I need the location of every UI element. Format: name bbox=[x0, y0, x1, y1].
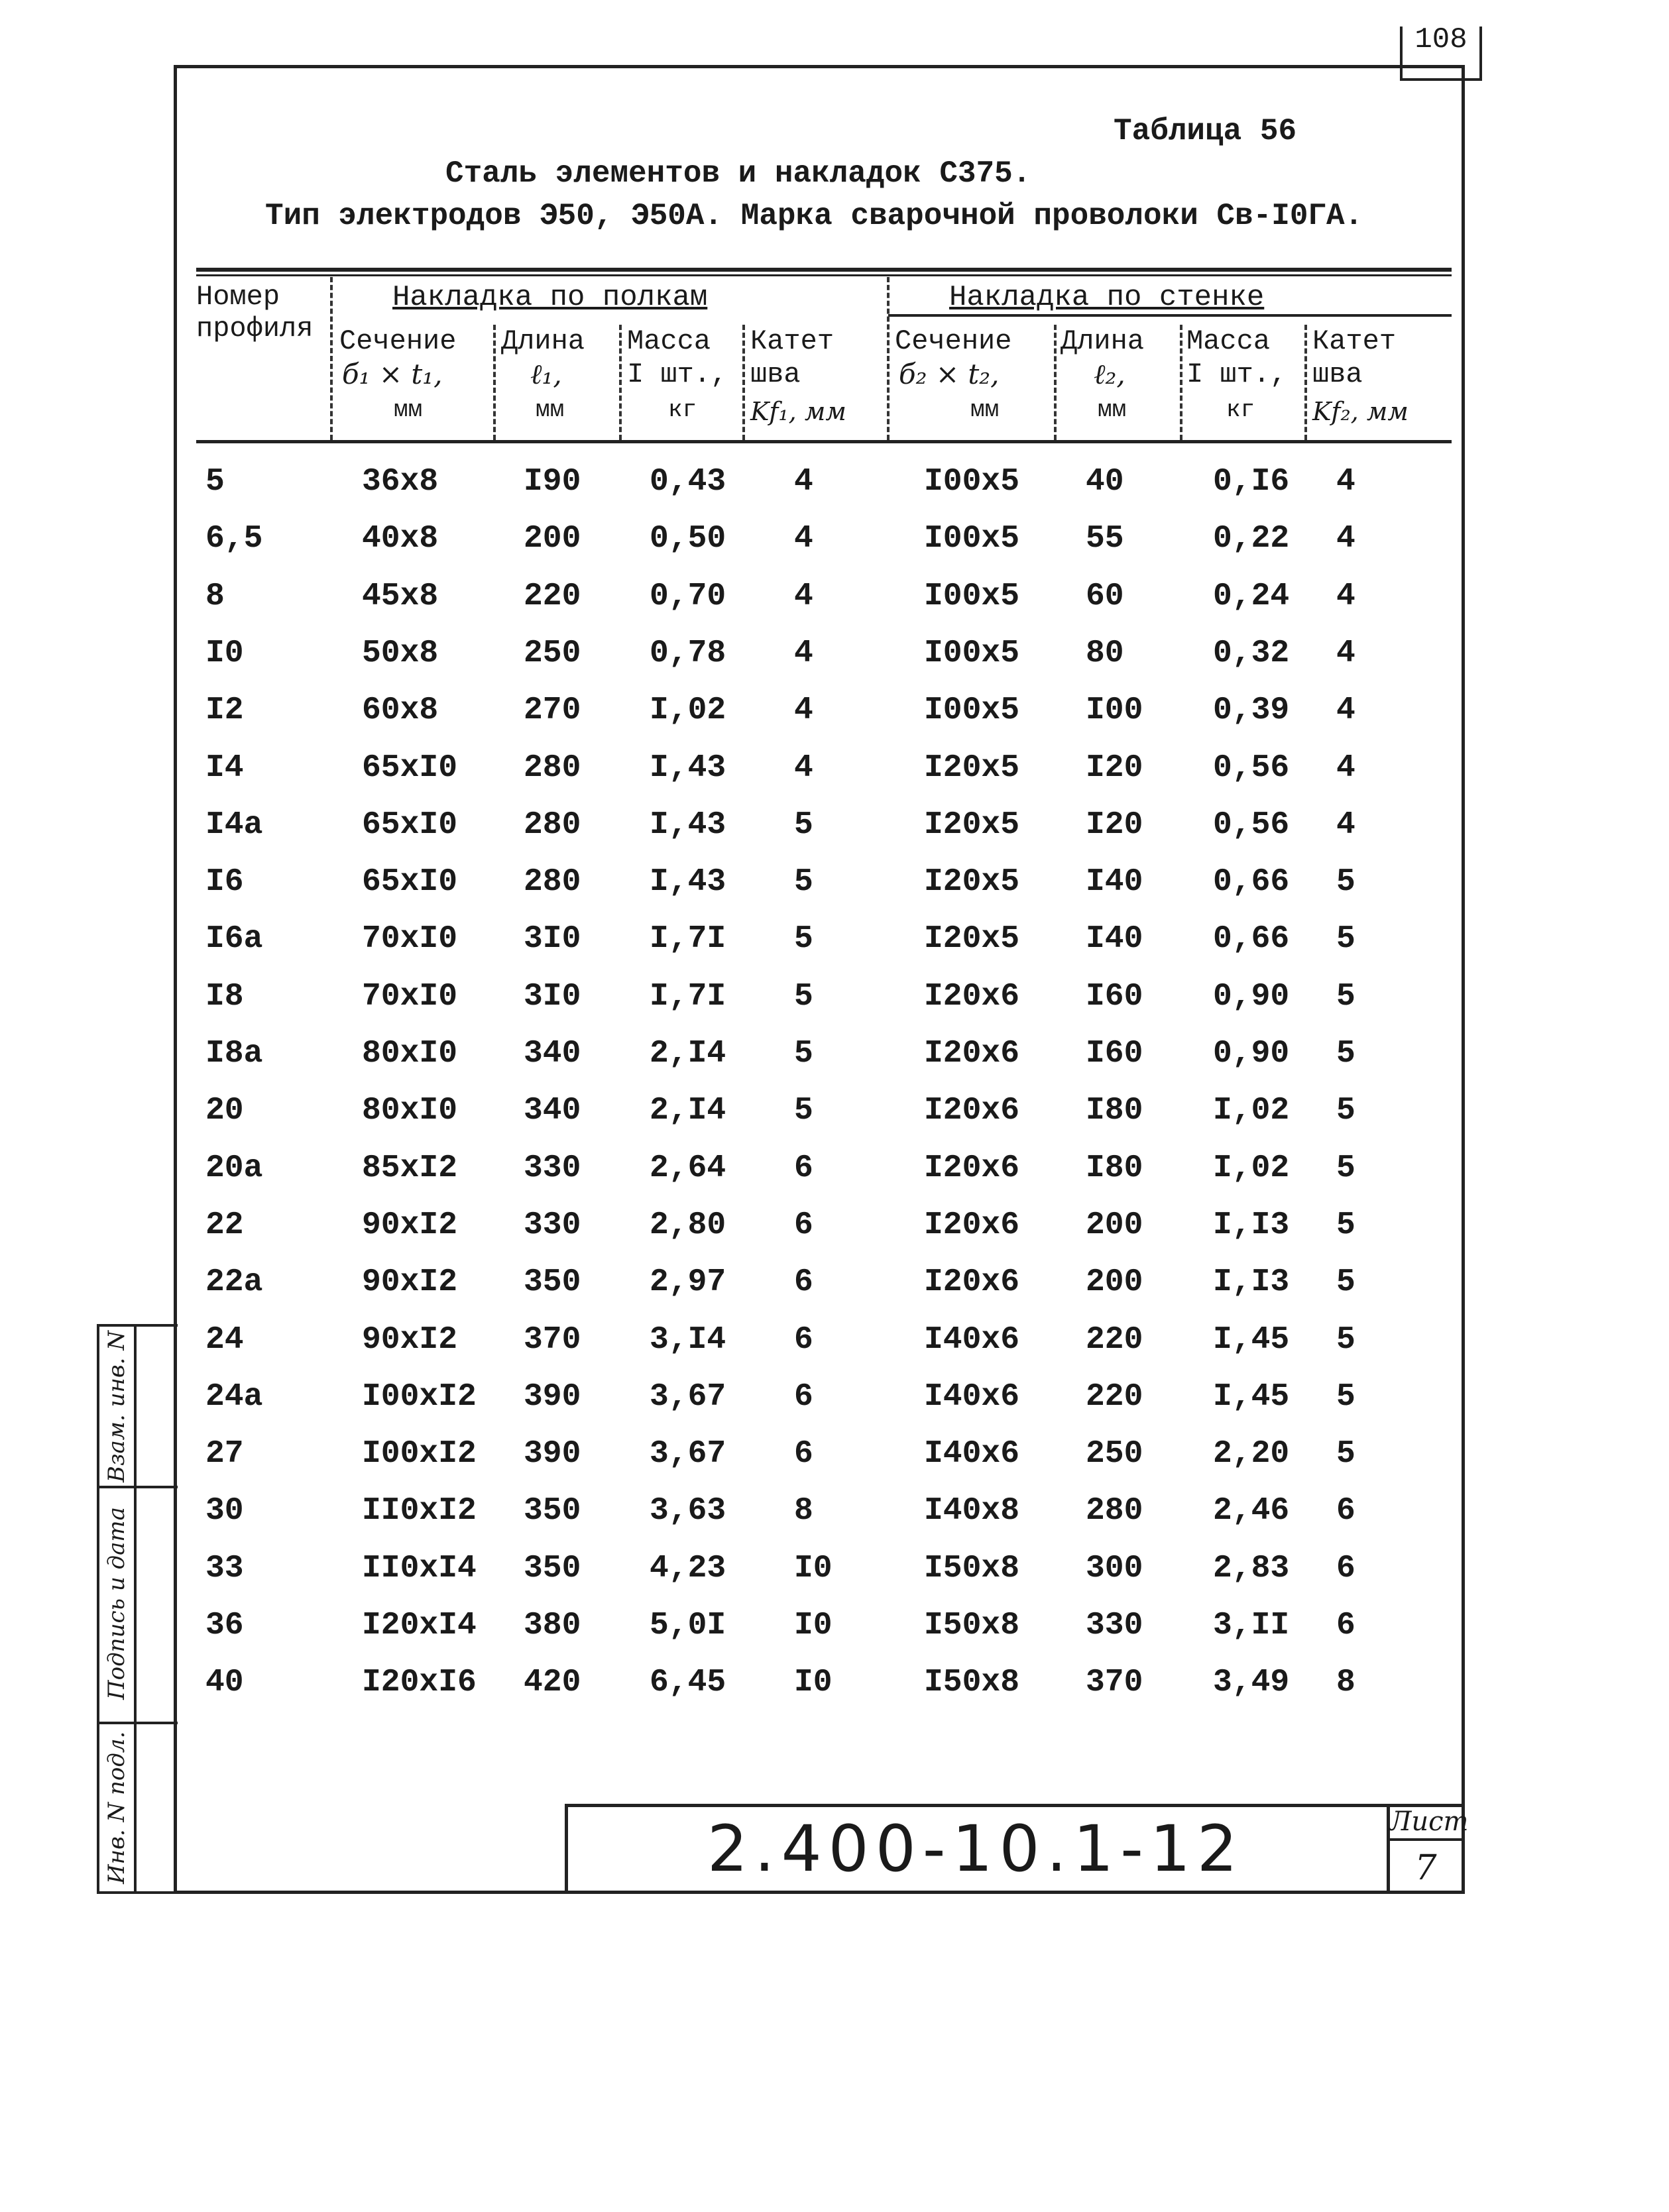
table-cell: 90xI2 bbox=[362, 1322, 458, 1358]
table-cell: 22 bbox=[205, 1207, 244, 1243]
table-cell: 24a bbox=[205, 1379, 263, 1415]
table-cell: 390 bbox=[524, 1436, 581, 1472]
sheet-number: 7 bbox=[1414, 1848, 1437, 1888]
table-cell: 330 bbox=[524, 1207, 581, 1243]
header-divider bbox=[1304, 325, 1307, 440]
table-cell: 5 bbox=[1336, 1264, 1355, 1300]
table-cell: 65xI0 bbox=[362, 807, 458, 843]
table-cell: I,43 bbox=[650, 807, 726, 843]
side-strip-divider bbox=[134, 1327, 137, 1891]
header-divider bbox=[330, 277, 333, 440]
table-cell: I0 bbox=[794, 1608, 833, 1643]
table-cell: 4 bbox=[1336, 464, 1355, 500]
table-cell: 5 bbox=[1336, 1036, 1355, 1072]
table-cell: 3,67 bbox=[650, 1436, 726, 1472]
table-cell: 5 bbox=[1336, 1436, 1355, 1472]
table-cell: I20xI4 bbox=[362, 1608, 477, 1643]
table-cell: 0,32 bbox=[1213, 636, 1290, 671]
table-cell: 0,90 bbox=[1213, 979, 1290, 1015]
table-cell: 5 bbox=[205, 464, 225, 500]
table-cell: 5 bbox=[794, 979, 813, 1015]
table-cell: 200 bbox=[524, 521, 581, 557]
table-cell: 4 bbox=[794, 521, 813, 557]
table-cell: I2 bbox=[205, 692, 244, 728]
table-cell: I00x5 bbox=[924, 521, 1020, 557]
table-cell: 0,24 bbox=[1213, 579, 1290, 614]
table-cell: I,I3 bbox=[1213, 1207, 1290, 1243]
table-cell: 6 bbox=[794, 1322, 813, 1358]
column-header: Катет bbox=[1312, 325, 1397, 357]
table-cell: 65xI0 bbox=[362, 864, 458, 900]
table-cell: 0,50 bbox=[650, 521, 726, 557]
table-cell: 5 bbox=[794, 864, 813, 900]
table-cell: I20x5 bbox=[924, 921, 1020, 957]
table-cell: 4 bbox=[794, 579, 813, 614]
table-cell: 280 bbox=[1086, 1493, 1143, 1529]
table-cell: 3,67 bbox=[650, 1379, 726, 1415]
table-cell: I,43 bbox=[650, 864, 726, 900]
table-cell: 0,43 bbox=[650, 464, 726, 500]
table-cell: 20a bbox=[205, 1150, 263, 1186]
table-cell: 3,49 bbox=[1213, 1665, 1290, 1700]
table-cell: 40x8 bbox=[362, 521, 439, 557]
column-header: Kf₂, мм bbox=[1312, 397, 1409, 426]
table-cell: I50x8 bbox=[924, 1608, 1020, 1643]
table-cell: 0,66 bbox=[1213, 864, 1290, 900]
table-cell: 220 bbox=[524, 579, 581, 614]
table-cell: 40 bbox=[1086, 464, 1124, 500]
table-cell: 4 bbox=[794, 692, 813, 728]
column-header: мм bbox=[536, 396, 565, 423]
table-cell: 6 bbox=[1336, 1608, 1355, 1643]
table-cell: 250 bbox=[1086, 1436, 1143, 1472]
table-cell: I,43 bbox=[650, 750, 726, 786]
table-cell: 5 bbox=[794, 807, 813, 843]
table-cell: I90 bbox=[524, 464, 581, 500]
table-cell: 0,70 bbox=[650, 579, 726, 614]
table-cell: I40x8 bbox=[924, 1493, 1020, 1529]
table-cell: 420 bbox=[524, 1665, 581, 1700]
table-cell: 24 bbox=[205, 1322, 244, 1358]
column-header: Масса bbox=[1186, 325, 1271, 357]
table-cell: 5 bbox=[1336, 1150, 1355, 1186]
header-top-rule bbox=[196, 268, 1452, 272]
table-cell: 60x8 bbox=[362, 692, 439, 728]
table-cell: 280 bbox=[524, 864, 581, 900]
table-cell: I40x6 bbox=[924, 1322, 1020, 1358]
table-cell: 3,63 bbox=[650, 1493, 726, 1529]
table-cell: 4,23 bbox=[650, 1551, 726, 1586]
table-cell: 5 bbox=[794, 1036, 813, 1072]
table-cell: 2,80 bbox=[650, 1207, 726, 1243]
table-cell: 70xI0 bbox=[362, 921, 458, 957]
table-cell: 5 bbox=[1336, 1093, 1355, 1129]
table-cell: 90xI2 bbox=[362, 1207, 458, 1243]
table-cell: I80 bbox=[1086, 1150, 1143, 1186]
table-cell: 250 bbox=[524, 636, 581, 671]
column-header: б₁ × t₁, bbox=[342, 358, 443, 390]
table-cell: 30 bbox=[205, 1493, 244, 1529]
table-cell: 0,39 bbox=[1213, 692, 1290, 728]
page-corner-number: 108 bbox=[1400, 27, 1482, 81]
column-header: мм bbox=[1098, 396, 1127, 423]
table-cell: 0,56 bbox=[1213, 750, 1290, 786]
table-cell: 380 bbox=[524, 1608, 581, 1643]
table-cell: I20x5 bbox=[924, 807, 1020, 843]
table-cell: 5 bbox=[1336, 1207, 1355, 1243]
table-cell: 6 bbox=[794, 1379, 813, 1415]
header-bottom-rule bbox=[196, 440, 1452, 443]
document-code: 2.400-10.1-12 bbox=[707, 1812, 1244, 1886]
column-header: Длина bbox=[501, 325, 585, 357]
table-cell: 300 bbox=[1086, 1551, 1143, 1586]
table-cell: 4 bbox=[1336, 521, 1355, 557]
table-cell: I00x5 bbox=[924, 464, 1020, 500]
table-cell: I,02 bbox=[1213, 1093, 1290, 1129]
table-cell: I,45 bbox=[1213, 1379, 1290, 1415]
table-cell: 45x8 bbox=[362, 579, 439, 614]
side-strip bbox=[97, 1324, 178, 1894]
header-divider bbox=[742, 325, 745, 440]
column-header: ℓ₁, bbox=[530, 358, 562, 390]
table-cell: I20x6 bbox=[924, 1264, 1020, 1300]
table-cell: I20 bbox=[1086, 807, 1143, 843]
table-cell: 340 bbox=[524, 1036, 581, 1072]
table-subtitle: Тип электродов Э50, Э50А. Марка сварочной проволоки Св-I0ГА. bbox=[265, 199, 1363, 233]
column-header: Сечение bbox=[895, 325, 1012, 357]
table-cell: 0,78 bbox=[650, 636, 726, 671]
table-cell: 6 bbox=[1336, 1551, 1355, 1586]
table-cell: 220 bbox=[1086, 1379, 1143, 1415]
table-cell: I60 bbox=[1086, 979, 1143, 1015]
table-cell: I,7I bbox=[650, 979, 726, 1015]
table-number: Таблица 56 bbox=[1114, 114, 1297, 148]
table-cell: 6 bbox=[794, 1207, 813, 1243]
table-cell: 2,46 bbox=[1213, 1493, 1290, 1529]
table-cell: 40 bbox=[205, 1665, 244, 1700]
table-cell: I4 bbox=[205, 750, 244, 786]
table-cell: I4a bbox=[205, 807, 263, 843]
column-header: ℓ₂, bbox=[1094, 358, 1125, 390]
table-cell: 2,97 bbox=[650, 1264, 726, 1300]
column-header: I шт., bbox=[627, 359, 728, 390]
table-cell: I20x6 bbox=[924, 1036, 1020, 1072]
table-cell: 70xI0 bbox=[362, 979, 458, 1015]
table-cell: 5 bbox=[794, 921, 813, 957]
table-cell: 3I0 bbox=[524, 979, 581, 1015]
table-cell: I00xI2 bbox=[362, 1379, 477, 1415]
table-cell: 4 bbox=[1336, 692, 1355, 728]
table-cell: 3I0 bbox=[524, 921, 581, 957]
flange-group-title: Накладка по полкам bbox=[392, 281, 708, 314]
table-cell: I6 bbox=[205, 864, 244, 900]
column-header: шва bbox=[750, 359, 801, 390]
table-cell: 2,I4 bbox=[650, 1036, 726, 1072]
table-cell: 200 bbox=[1086, 1207, 1143, 1243]
table-cell: 3,I4 bbox=[650, 1322, 726, 1358]
table-cell: I40x6 bbox=[924, 1379, 1020, 1415]
table-cell: 33 bbox=[205, 1551, 244, 1586]
table-cell: 2,64 bbox=[650, 1150, 726, 1186]
column-header: кг bbox=[668, 396, 697, 423]
table-cell: 370 bbox=[524, 1322, 581, 1358]
table-cell: 6 bbox=[794, 1436, 813, 1472]
table-cell: 6 bbox=[794, 1150, 813, 1186]
table-cell: 0,90 bbox=[1213, 1036, 1290, 1072]
table-cell: 8 bbox=[1336, 1665, 1355, 1700]
table-cell: I8 bbox=[205, 979, 244, 1015]
table-cell: I20xI6 bbox=[362, 1665, 477, 1700]
column-header: Катет bbox=[750, 325, 834, 357]
table-cell: I20 bbox=[1086, 750, 1143, 786]
column-header: Сечение bbox=[339, 325, 457, 357]
table-cell: II0xI2 bbox=[362, 1493, 477, 1529]
table-cell: 65xI0 bbox=[362, 750, 458, 786]
table-cell: I,02 bbox=[1213, 1150, 1290, 1186]
table-cell: I60 bbox=[1086, 1036, 1143, 1072]
table-cell: 0,66 bbox=[1213, 921, 1290, 957]
table-cell: 220 bbox=[1086, 1322, 1143, 1358]
table-cell: 22a bbox=[205, 1264, 263, 1300]
web-group-title: Накладка по стенке bbox=[949, 281, 1265, 314]
table-cell: 3,II bbox=[1213, 1608, 1290, 1643]
table-cell: I80 bbox=[1086, 1093, 1143, 1129]
side-strip-label: Инв. N подл. bbox=[103, 1731, 130, 1885]
column-header: мм bbox=[394, 396, 423, 423]
header-top-rule bbox=[196, 274, 1452, 276]
table-cell: 6,45 bbox=[650, 1665, 726, 1700]
header-divider bbox=[1180, 325, 1182, 440]
header-divider bbox=[619, 325, 622, 440]
header-divider bbox=[1054, 325, 1057, 440]
table-cell: 350 bbox=[524, 1264, 581, 1300]
table-cell: 0,22 bbox=[1213, 521, 1290, 557]
table-cell: 4 bbox=[794, 464, 813, 500]
side-strip-label: Взам. инв. N bbox=[103, 1330, 130, 1482]
table-cell: I00xI2 bbox=[362, 1436, 477, 1472]
table-cell: I6a bbox=[205, 921, 263, 957]
table-cell: 6 bbox=[1336, 1493, 1355, 1529]
table-cell: 6 bbox=[794, 1264, 813, 1300]
table-cell: I0 bbox=[794, 1551, 833, 1586]
table-title: Сталь элементов и накладок С375. bbox=[445, 156, 1031, 191]
table-cell: I,45 bbox=[1213, 1322, 1290, 1358]
table-cell: 370 bbox=[1086, 1665, 1143, 1700]
table-cell: 50x8 bbox=[362, 636, 439, 671]
table-cell: 80xI0 bbox=[362, 1036, 458, 1072]
table-cell: 20 bbox=[205, 1093, 244, 1129]
table-cell: 55 bbox=[1086, 521, 1124, 557]
table-cell: 330 bbox=[524, 1150, 581, 1186]
header-group-rule bbox=[888, 314, 1452, 317]
table-cell: 0,56 bbox=[1213, 807, 1290, 843]
table-cell: 4 bbox=[794, 750, 813, 786]
table-cell: I,02 bbox=[650, 692, 726, 728]
header-divider bbox=[493, 325, 496, 440]
table-cell: I20x5 bbox=[924, 750, 1020, 786]
table-cell: I40x6 bbox=[924, 1436, 1020, 1472]
table-cell: 5 bbox=[1336, 864, 1355, 900]
table-cell: 90xI2 bbox=[362, 1264, 458, 1300]
table-cell: 2,83 bbox=[1213, 1551, 1290, 1586]
table-cell: 27 bbox=[205, 1436, 244, 1472]
table-cell: I00x5 bbox=[924, 692, 1020, 728]
side-strip-label: Подпись и дата bbox=[103, 1507, 130, 1700]
table-cell: I0 bbox=[205, 636, 244, 671]
table-cell: I20x6 bbox=[924, 1207, 1020, 1243]
table-cell: I20x6 bbox=[924, 979, 1020, 1015]
table-cell: I20x5 bbox=[924, 864, 1020, 900]
table-cell: I40 bbox=[1086, 864, 1143, 900]
table-cell: 36x8 bbox=[362, 464, 439, 500]
table-cell: 5 bbox=[1336, 979, 1355, 1015]
table-cell: I8a bbox=[205, 1036, 263, 1072]
table-cell: 36 bbox=[205, 1608, 244, 1643]
column-header: Масса bbox=[627, 325, 711, 357]
table-cell: I00x5 bbox=[924, 579, 1020, 614]
table-cell: I50x8 bbox=[924, 1551, 1020, 1586]
table-cell: 4 bbox=[1336, 636, 1355, 671]
header-divider bbox=[887, 277, 890, 440]
table-cell: I00x5 bbox=[924, 636, 1020, 671]
table-cell: 60 bbox=[1086, 579, 1124, 614]
table-cell: 2,20 bbox=[1213, 1436, 1290, 1472]
table-cell: 5 bbox=[1336, 921, 1355, 957]
table-cell: 4 bbox=[1336, 807, 1355, 843]
table-cell: 5,0I bbox=[650, 1608, 726, 1643]
table-cell: 5 bbox=[1336, 1379, 1355, 1415]
table-cell: 85xI2 bbox=[362, 1150, 458, 1186]
column-header: б₂ × t₂, bbox=[899, 358, 1000, 390]
table-cell: 6,5 bbox=[205, 521, 263, 557]
table-cell: 4 bbox=[1336, 579, 1355, 614]
column-header: шва bbox=[1312, 359, 1363, 390]
table-cell: 80 bbox=[1086, 636, 1124, 671]
table-cell: 4 bbox=[794, 636, 813, 671]
table-cell: 2,I4 bbox=[650, 1093, 726, 1129]
table-cell: 4 bbox=[1336, 750, 1355, 786]
table-cell: I40 bbox=[1086, 921, 1143, 957]
table-cell: 390 bbox=[524, 1379, 581, 1415]
table-cell: 8 bbox=[205, 579, 225, 614]
table-cell: I,I3 bbox=[1213, 1264, 1290, 1300]
column-header: мм bbox=[970, 396, 1000, 423]
profile-column-header: Номер профиля bbox=[196, 281, 314, 345]
table-cell: II0xI4 bbox=[362, 1551, 477, 1586]
sheet-label: Лист bbox=[1389, 1806, 1462, 1841]
table-cell: I0 bbox=[794, 1665, 833, 1700]
table-cell: 80xI0 bbox=[362, 1093, 458, 1129]
table-cell: 270 bbox=[524, 692, 581, 728]
column-header: Kf₁, мм bbox=[750, 397, 846, 426]
table-cell: I20x6 bbox=[924, 1093, 1020, 1129]
table-cell: I00 bbox=[1086, 692, 1143, 728]
table-cell: I50x8 bbox=[924, 1665, 1020, 1700]
table-cell: 5 bbox=[794, 1093, 813, 1129]
table-cell: 280 bbox=[524, 807, 581, 843]
table-cell: 350 bbox=[524, 1551, 581, 1586]
table-cell: 200 bbox=[1086, 1264, 1143, 1300]
column-header: кг bbox=[1226, 396, 1255, 423]
table-cell: 0,I6 bbox=[1213, 464, 1290, 500]
table-cell: 280 bbox=[524, 750, 581, 786]
table-cell: I,7I bbox=[650, 921, 726, 957]
table-cell: I20x6 bbox=[924, 1150, 1020, 1186]
table-cell: 350 bbox=[524, 1493, 581, 1529]
column-header: Длина bbox=[1061, 325, 1145, 357]
table-cell: 340 bbox=[524, 1093, 581, 1129]
table-cell: 8 bbox=[794, 1493, 813, 1529]
table-cell: 330 bbox=[1086, 1608, 1143, 1643]
column-header: I шт., bbox=[1186, 359, 1287, 390]
table-cell: 5 bbox=[1336, 1322, 1355, 1358]
